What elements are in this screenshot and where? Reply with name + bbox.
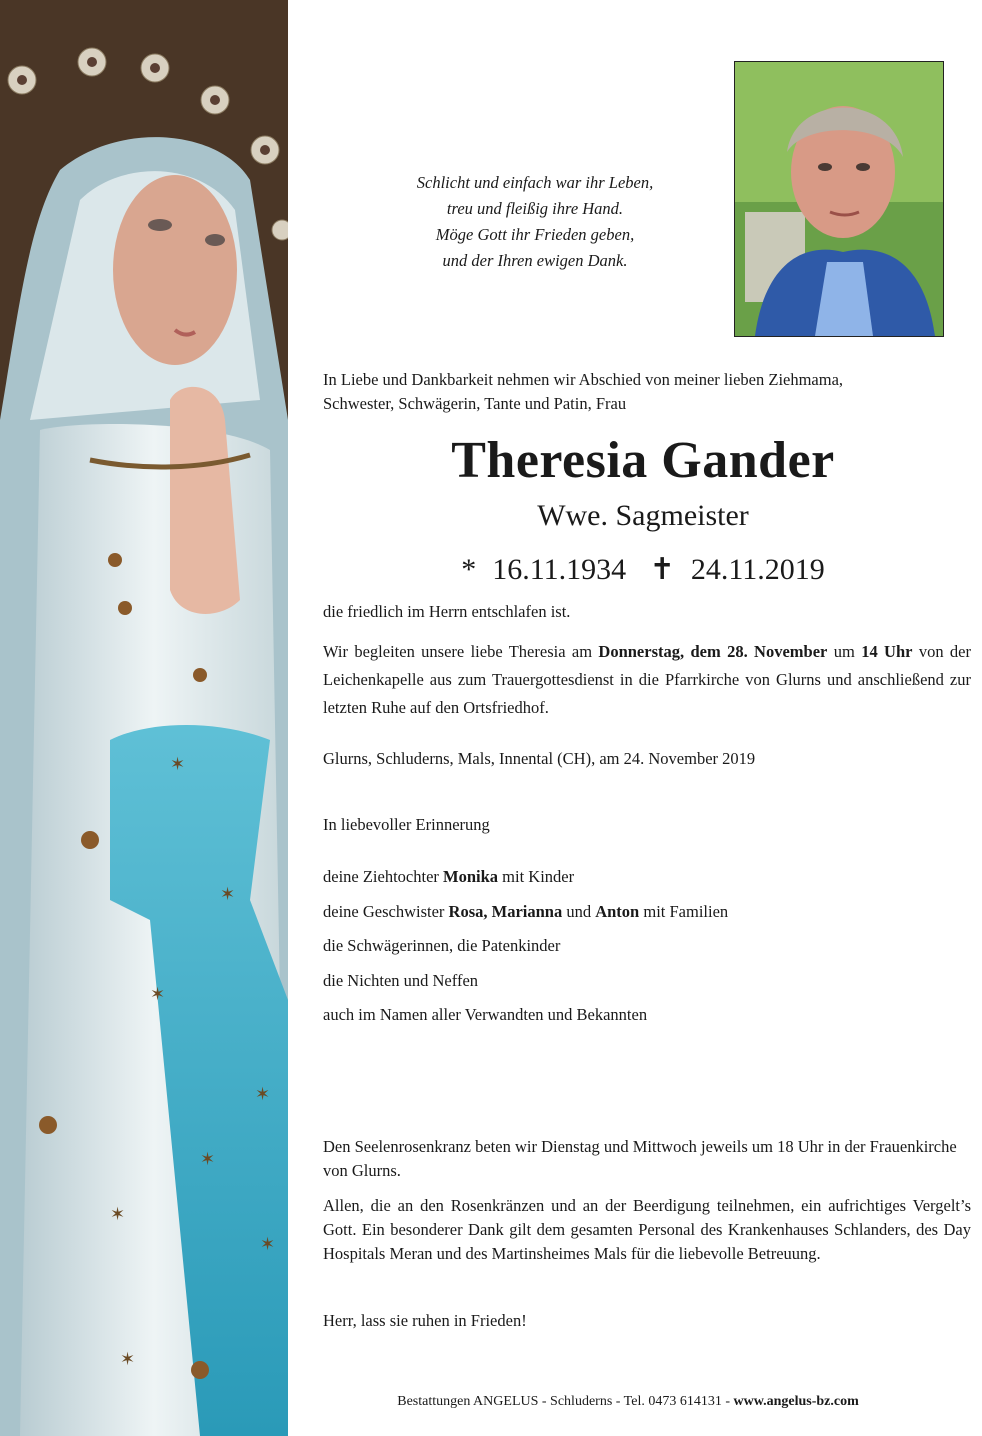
svg-text:✶: ✶ <box>255 1084 271 1105</box>
poem-verse <box>370 170 700 274</box>
family-text: mit Kinder <box>498 867 575 886</box>
funeral-announcement <box>323 638 971 722</box>
portrait-illustration <box>735 62 943 336</box>
poem-line: treu und fleißig ihre Hand. <box>446 199 624 218</box>
svg-text:✶: ✶ <box>220 884 236 905</box>
death-date: 24.11.2019 <box>690 553 825 586</box>
poem-line: und der Ihren ewigen Dank. <box>442 251 628 270</box>
funeral-day: Donnerstag, dem 28. November <box>598 642 828 661</box>
family-name: Rosa, Marianna <box>448 901 563 921</box>
svg-text:✶: ✶ <box>200 1149 216 1170</box>
life-dates <box>323 548 963 592</box>
funeral-home-footer <box>323 1392 933 1412</box>
funeral-text-2: um <box>827 642 862 661</box>
madonna-statue-image <box>0 0 288 1436</box>
funeral-time: 14 Uhr <box>861 642 913 661</box>
thanks-text: Allen, die an den Rosenkränzen und an der Beerdigung teilnehmen, ein aufrichtiges Vergelt’s Gott. Ein besonderer Dank gilt dem gesamten Personal des Krankenhauses Schlanders, des Day Hospitals Meran und des Martinsheimes Mals für die liebevolle Betreuung. <box>323 1196 971 1263</box>
family-row: die Nichten und Neffen <box>323 970 479 990</box>
family-row <box>323 864 971 899</box>
family-text: deine Ziehtochter <box>323 867 444 886</box>
memory-heading: In liebevoller Erinnerung <box>323 815 490 834</box>
poem-line: Schlicht und einfach war ihr Leben, <box>416 173 654 192</box>
family-text: und <box>562 901 596 921</box>
passed-text: die friedlich im Herrn entschlafen ist. <box>323 602 571 621</box>
funeral-text-1: Wir begleiten unsere liebe Theresia am <box>323 642 599 661</box>
svg-text:✶: ✶ <box>170 754 186 775</box>
birth-date: 16.11.1934 <box>492 553 627 586</box>
family-row: auch im Namen aller Verwandten und Bekannten <box>323 1005 648 1024</box>
rosary-notice: Den Seelenrosenkranz beten wir Dienstag und Mittwoch jeweils um 18 Uhr in der Frauenkirche von Glurns. <box>323 1137 957 1180</box>
deceased-name: Theresia Gander <box>451 432 835 489</box>
svg-text:✶: ✶ <box>150 984 166 1005</box>
intro-text <box>323 368 971 416</box>
footer-text: Bestattungen ANGELUS - Schluderns - Tel. 0473 614131 - <box>397 1394 734 1409</box>
family-list <box>323 864 971 1037</box>
family-text: deine Geschwister <box>323 901 449 921</box>
intro-line-1: In Liebe und Dankbarkeit nehmen wir Abschied von meiner lieben Ziehmama, <box>323 370 844 389</box>
madonna-illustration <box>0 0 288 1436</box>
cross-icon: ✝ <box>649 553 675 586</box>
svg-text:✶: ✶ <box>120 1349 136 1370</box>
place-date: Glurns, Schluderns, Mals, Innental (CH), am 24. November 2019 <box>323 749 756 768</box>
funeral-text-3: von der Leichenkapelle aus zum Trauergottesdienst in die Pfarrkirche von Glurns und anschließend zur letzten Ruhe auf den Ortsfriedhof. <box>323 642 972 717</box>
poem-line: Möge Gott ihr Frieden geben, <box>435 225 635 244</box>
intro-line-2: Schwester, Schwägerin, Tante und Patin, Frau <box>323 394 627 413</box>
svg-text:✶: ✶ <box>110 1204 126 1225</box>
family-row: die Schwägerinnen, die Patenkinder <box>323 936 561 955</box>
deceased-maiden-name: Wwe. Sagmeister <box>537 499 749 532</box>
family-row <box>323 899 971 934</box>
svg-text:✶: ✶ <box>260 1234 276 1255</box>
portrait-photo <box>734 61 944 337</box>
peace-line: Herr, lass sie ruhen in Frieden! <box>323 1311 527 1330</box>
family-text: mit Familien <box>639 901 729 921</box>
footer-website-link[interactable]: www.angelus-bz.com <box>733 1394 859 1409</box>
family-name: Anton <box>595 901 640 921</box>
birth-star-icon: * <box>461 553 477 586</box>
family-name: Monika <box>443 867 499 886</box>
